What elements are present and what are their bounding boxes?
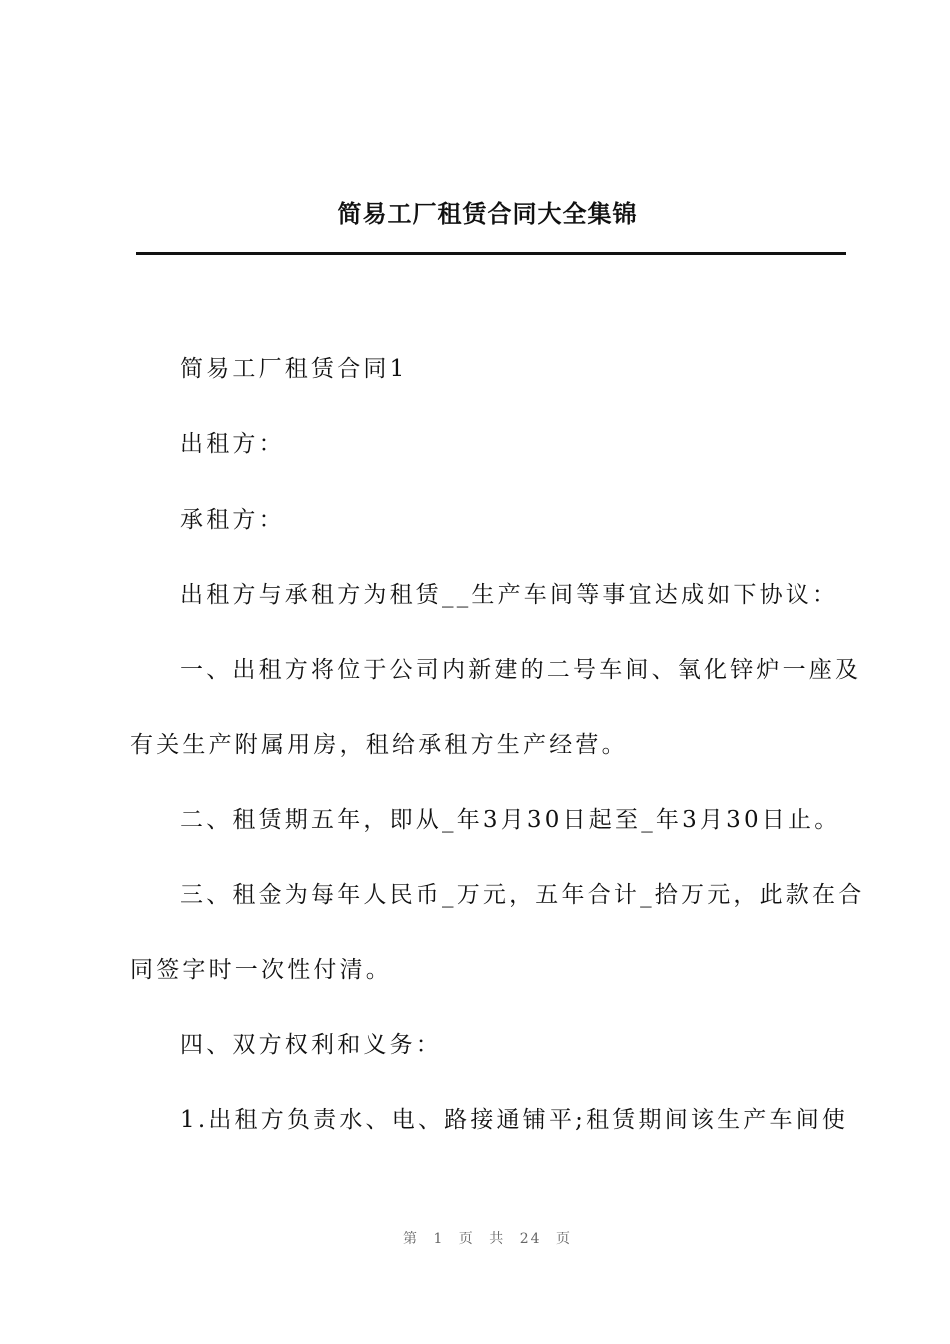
lessee-line: 承租方： (180, 507, 285, 533)
lessor-line: 出租方： (180, 431, 285, 457)
document-title: 简易工厂租赁合同大全集锦 (337, 200, 638, 228)
title-underline (136, 252, 846, 255)
clause-1-line-1: 一、出租方将位于公司内新建的二号车间、氧化锌炉一座及 (180, 657, 862, 683)
page-number-footer: 第 1 页 共 24 页 (403, 1231, 572, 1247)
clause-1-line-2: 有关生产附属用房，租给承租方生产经营。 (130, 732, 628, 758)
clause-2: 二、租赁期五年，即从_年3月30日起至_年3月30日止。 (180, 807, 841, 833)
clause-4-item-1: 1.出租方负责水、电、路接通铺平;租赁期间该生产车间使 (180, 1107, 849, 1133)
clause-3-line-1: 三、租金为每年人民币_万元，五年合计_拾万元，此款在合 (180, 882, 865, 908)
agreement-intro: 出租方与承租方为租赁__生产车间等事宜达成如下协议： (180, 582, 839, 608)
contract-heading: 简易工厂租赁合同1 (180, 356, 408, 382)
clause-4-heading: 四、双方权利和义务： (180, 1032, 442, 1058)
clause-3-line-2: 同签字时一次性付清。 (130, 957, 392, 983)
